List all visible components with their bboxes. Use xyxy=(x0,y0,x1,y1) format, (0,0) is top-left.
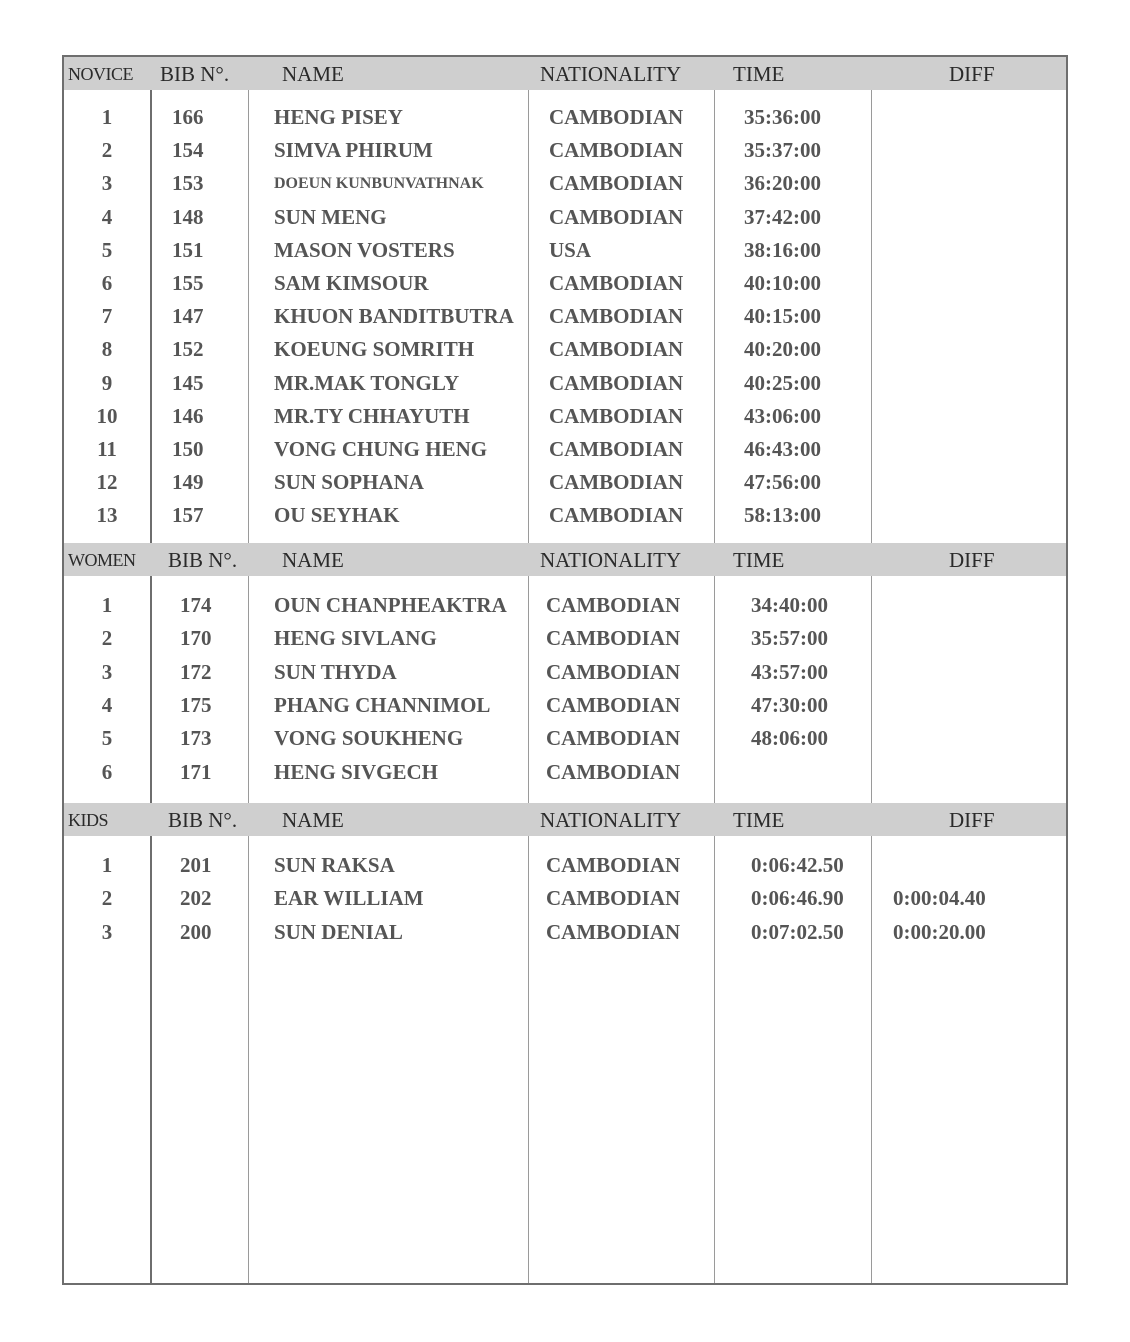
nationality: CAMBODIAN xyxy=(546,759,681,784)
position: 13 xyxy=(96,503,118,528)
athlete-name: HENG SIVLANG xyxy=(274,626,437,651)
position: 9 xyxy=(101,370,113,395)
finish-time: 35:36:00 xyxy=(744,105,821,129)
nationality: CAMBODIAN xyxy=(549,370,684,395)
nationality: CAMBODIAN xyxy=(546,626,681,651)
category-label: WOMEN xyxy=(68,550,136,570)
table-row xyxy=(64,367,1066,400)
nationality: CAMBODIAN xyxy=(549,138,684,163)
finish-time: 47:56:00 xyxy=(744,470,821,495)
table-row xyxy=(64,466,1066,499)
table-row xyxy=(64,756,1066,789)
table-row xyxy=(64,234,1066,267)
nationality: CAMBODIAN xyxy=(546,692,681,717)
table-row xyxy=(64,689,1066,722)
bib-number: 174 xyxy=(180,593,212,617)
nationality: CAMBODIAN xyxy=(549,171,684,196)
position: 3 xyxy=(101,171,113,196)
finish-time: 48:06:00 xyxy=(751,726,828,751)
nationality: CAMBODIAN xyxy=(549,105,684,129)
table-row xyxy=(64,134,1066,167)
athlete-name: OUN CHANPHEAKTRA xyxy=(274,593,507,617)
nationality-header: NATIONALITY xyxy=(540,62,682,86)
finish-time: 34:40:00 xyxy=(751,593,828,617)
nationality: CAMBODIAN xyxy=(546,919,681,944)
bib-number: 146 xyxy=(172,403,204,428)
bib-number: 154 xyxy=(172,138,204,163)
bib-number: 175 xyxy=(180,692,212,717)
nationality: CAMBODIAN xyxy=(549,403,684,428)
position: 8 xyxy=(101,337,113,362)
finish-time: 46:43:00 xyxy=(744,437,821,461)
finish-time: 0:06:42.50 xyxy=(751,853,844,877)
finish-time: 37:42:00 xyxy=(744,204,821,229)
nationality: CAMBODIAN xyxy=(549,470,684,495)
bib-number: 152 xyxy=(172,337,204,362)
bib-number: 153 xyxy=(172,171,204,196)
athlete-name: VONG CHUNG HENG xyxy=(274,437,488,461)
athlete-name: OU SEYHAK xyxy=(274,503,400,528)
finish-time: 58:13:00 xyxy=(744,503,821,528)
table-row xyxy=(64,267,1066,300)
bib-number: 166 xyxy=(172,105,204,129)
athlete-name: HENG PISEY xyxy=(274,105,403,129)
table-row xyxy=(64,300,1066,333)
results-table xyxy=(62,55,1068,1285)
table-row xyxy=(64,101,1066,134)
athlete-name: SUN THYDA xyxy=(274,659,397,684)
table-row xyxy=(64,916,1066,949)
athlete-name: HENG SIVGECH xyxy=(274,759,438,784)
nationality: CAMBODIAN xyxy=(549,204,684,229)
nationality: CAMBODIAN xyxy=(549,503,684,528)
bib-number: 155 xyxy=(172,271,204,295)
athlete-name: KOEUNG SOMRITH xyxy=(274,337,475,362)
table-row xyxy=(64,400,1066,433)
athlete-name: SUN DENIAL xyxy=(274,919,403,944)
position: 5 xyxy=(101,726,113,751)
nationality-header: NATIONALITY xyxy=(540,808,682,832)
bib-number: 172 xyxy=(180,659,212,684)
bib-header: BIB N°. xyxy=(168,548,238,572)
table-row xyxy=(64,167,1066,200)
finish-time: 36:20:00 xyxy=(744,171,821,196)
position: 2 xyxy=(101,886,113,911)
section-header-novice xyxy=(64,57,1066,90)
table-row xyxy=(64,499,1066,532)
athlete-name: MASON VOSTERS xyxy=(274,237,455,262)
finish-time: 40:15:00 xyxy=(744,304,821,329)
table-row xyxy=(64,722,1066,755)
bib-number: 147 xyxy=(172,304,204,329)
nationality: CAMBODIAN xyxy=(546,659,681,684)
time-header: TIME xyxy=(733,808,785,832)
athlete-name: DOEUN KUNBUNVATHNAK xyxy=(274,175,484,193)
bib-header: BIB N°. xyxy=(160,62,230,86)
name-header: NAME xyxy=(282,62,344,86)
category-label: NOVICE xyxy=(68,64,133,84)
position: 1 xyxy=(101,105,113,129)
position: 5 xyxy=(101,237,113,262)
position: 2 xyxy=(101,138,113,163)
finish-time: 38:16:00 xyxy=(744,237,821,262)
finish-time: 0:06:46.90 xyxy=(751,886,844,911)
time-diff: 0:00:20.00 xyxy=(893,919,986,944)
bib-number: 149 xyxy=(172,470,204,495)
bib-header: BIB N°. xyxy=(168,808,238,832)
category-label: KIDS xyxy=(68,810,109,830)
finish-time: 0:07:02.50 xyxy=(751,919,844,944)
section-header-kids xyxy=(64,803,1066,836)
position: 4 xyxy=(101,204,113,229)
finish-time: 40:20:00 xyxy=(744,337,821,362)
position: 1 xyxy=(101,853,113,877)
position: 4 xyxy=(101,692,113,717)
diff-header: DIFF xyxy=(949,808,995,832)
nationality: CAMBODIAN xyxy=(546,886,681,911)
athlete-name: SIMVA PHIRUM xyxy=(274,138,433,163)
nationality: CAMBODIAN xyxy=(546,726,681,751)
position: 6 xyxy=(101,271,113,295)
nationality: CAMBODIAN xyxy=(549,337,684,362)
nationality-header: NATIONALITY xyxy=(540,548,682,572)
time-header: TIME xyxy=(733,62,785,86)
bib-number: 173 xyxy=(180,726,212,751)
bib-number: 200 xyxy=(180,919,212,944)
bib-number: 170 xyxy=(180,626,212,651)
nationality: CAMBODIAN xyxy=(549,304,684,329)
table-row xyxy=(64,201,1066,234)
table-row xyxy=(64,656,1066,689)
finish-time: 35:57:00 xyxy=(751,626,828,651)
bib-number: 145 xyxy=(172,370,204,395)
finish-time: 43:06:00 xyxy=(744,403,821,428)
bib-number: 202 xyxy=(180,886,212,911)
athlete-name: EAR WILLIAM xyxy=(274,886,424,911)
finish-time: 40:25:00 xyxy=(744,370,821,395)
athlete-name: MR.TY CHHAYUTH xyxy=(274,403,470,428)
finish-time: 43:57:00 xyxy=(751,659,828,684)
bib-number: 150 xyxy=(172,437,204,461)
diff-header: DIFF xyxy=(949,548,995,572)
position: 2 xyxy=(101,626,113,651)
finish-time: 47:30:00 xyxy=(751,692,828,717)
finish-time: 40:10:00 xyxy=(744,271,821,295)
athlete-name: SAM KIMSOUR xyxy=(274,271,429,295)
table-row xyxy=(64,333,1066,366)
nationality: CAMBODIAN xyxy=(549,271,684,295)
nationality: USA xyxy=(549,237,592,262)
time-diff: 0:00:04.40 xyxy=(893,886,986,911)
bib-number: 157 xyxy=(172,503,204,528)
athlete-name: MR.MAK TONGLY xyxy=(274,370,460,395)
table-row xyxy=(64,622,1066,655)
section-header-women xyxy=(64,543,1066,576)
time-header: TIME xyxy=(733,548,785,572)
bib-number: 171 xyxy=(180,759,212,784)
position: 10 xyxy=(96,403,118,428)
nationality: CAMBODIAN xyxy=(546,593,681,617)
bib-number: 151 xyxy=(172,237,204,262)
position: 12 xyxy=(96,470,118,495)
athlete-name: SUN SOPHANA xyxy=(274,470,424,495)
athlete-name: PHANG CHANNIMOL xyxy=(274,692,491,717)
bib-number: 148 xyxy=(172,204,204,229)
athlete-name: VONG SOUKHENG xyxy=(274,726,464,751)
diff-header: DIFF xyxy=(949,62,995,86)
position: 6 xyxy=(101,759,113,784)
nationality: CAMBODIAN xyxy=(549,437,684,461)
table-row xyxy=(64,882,1066,915)
position: 11 xyxy=(97,437,117,461)
athlete-name: KHUON BANDITBUTRA xyxy=(274,304,514,329)
name-header: NAME xyxy=(282,808,344,832)
table-row xyxy=(64,849,1066,882)
name-header: NAME xyxy=(282,548,344,572)
position: 1 xyxy=(101,593,113,617)
bib-number: 201 xyxy=(180,853,212,877)
position: 3 xyxy=(101,659,113,684)
position: 7 xyxy=(101,304,113,329)
athlete-name: SUN RAKSA xyxy=(274,853,395,877)
nationality: CAMBODIAN xyxy=(546,853,681,877)
table-row xyxy=(64,433,1066,466)
table-row xyxy=(64,589,1066,622)
finish-time: 35:37:00 xyxy=(744,138,821,163)
athlete-name: SUN MENG xyxy=(274,204,387,229)
position: 3 xyxy=(101,919,113,944)
